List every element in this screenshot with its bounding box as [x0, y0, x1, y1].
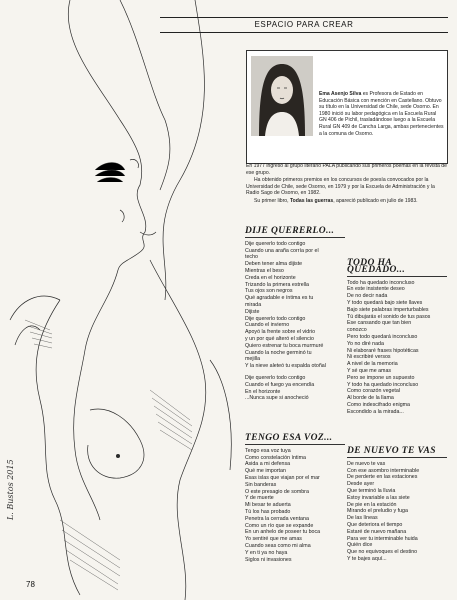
poem-title: DIJE QUERERLO...: [245, 226, 335, 236]
poem-line: Siglos ni invasiones: [245, 556, 292, 563]
poem-line: Y en ti ya no haya: [245, 549, 288, 556]
poem-line: Todo ha quedado inconcluso: [347, 279, 415, 286]
poem-line: Tú los has probado: [245, 508, 291, 515]
author-name: Ema Asenjo Silva: [319, 91, 362, 97]
poem-line: Al borde de la llama: [347, 395, 394, 402]
poem-line: En el horizonte: [245, 388, 281, 395]
poem-line: En un anhelo de poseer tu boca: [245, 529, 321, 536]
poem-de-nuevo-te-vas: [347, 448, 447, 563]
poem-line: Pero todo quedará inconcluso: [347, 333, 418, 340]
poem-line: Cuando seas como mi alma: [245, 542, 311, 549]
poem-line: Deben tener alma dijiste: [245, 261, 303, 268]
poem-line: De nuevo te vas: [347, 460, 386, 467]
poem-line: Y todo quedará bajo siete llaves: [347, 299, 423, 306]
poem-line: Ni elaboraré frases hipotéticas: [347, 347, 419, 354]
poem-line: mirada: [245, 301, 262, 308]
poem-line: Esas islas que viajan por el mar: [245, 474, 320, 481]
poem-line: O este presagio de sombra: [245, 488, 309, 495]
bio-intro-text: es Profesora de Estado en Educación Básica con mención en Castellano. Obtuvo su título en la Universidad de Chile, sede Osorno. En 1980 inició su labor pedagógica en la Escuela Rural GN 406 de Pichil, trasladándose luego a la Escuela Rural GN 409 de Cancha Larga, ambas pertenecientes a la comuna de Osorno.: [319, 91, 444, 137]
poem-line: Estoy invariable a las siete: [347, 494, 410, 501]
poem-body: [347, 461, 447, 563]
poem-line: Apoyó la frente sobre el vidrio: [245, 329, 316, 336]
poem-title: TODO HA QUEDADO...: [347, 258, 406, 275]
bio-intro: [319, 91, 445, 137]
poem-line: Con ese asombro interminable: [347, 467, 420, 474]
poem-line: Que no equivoques el destino: [347, 549, 418, 556]
poem-line: De no decir nada: [347, 293, 388, 300]
poem-line: mejilla: [245, 356, 261, 363]
poem-line: Asida a mi defensa: [245, 461, 291, 468]
poem-line: Y de muerte: [245, 495, 274, 502]
poem-line: Y sé que me amas: [347, 367, 392, 374]
title-divider: [347, 276, 447, 277]
poem-body: [245, 241, 345, 402]
poem-body: [347, 280, 447, 416]
section-header: [160, 17, 448, 33]
poem-line: Como constelación íntima: [245, 454, 306, 461]
book-title: Todas las guerras: [289, 197, 334, 204]
poem-line: De pie en la estación: [347, 501, 397, 508]
poem-line: Dije quererlo todo contigo: [245, 374, 306, 381]
bio-paragraph: Ha obtenido primeros premios en los concursos de poesía convocados por la Universidad de Chile, sede Osorno, en 1979 y por la Escuela de Administración y la Radio Sago de Osorno, en 1982.: [246, 177, 435, 197]
poem-line: Ni escribiré versos: [347, 354, 391, 361]
poem-line: En este insistente deseo: [347, 286, 405, 293]
poem-tengo-esa-voz: [245, 435, 345, 563]
artist-signature: L. Bustos 2015: [6, 459, 15, 520]
bio-continued: [246, 163, 448, 206]
poem-line: A nivel de la memoria: [347, 361, 398, 368]
poem-line: Dijiste: [245, 308, 260, 315]
poem-line: Penetra la cerrada ventana: [245, 515, 309, 522]
section-title: ESPACIO PARA CREAR: [254, 20, 354, 29]
poem-line: Dije quererlo todo contigo: [245, 240, 306, 247]
poem-dije-quererlo: [245, 228, 345, 402]
poem-line: Mi besar te aduerta: [245, 502, 291, 509]
poem-line: Yo no diré nada: [347, 340, 384, 347]
poem-line: Dije quererlo todo contigo: [245, 315, 306, 322]
title-divider: [347, 457, 447, 458]
poem-line: Pero se impone un supuesto: [347, 374, 415, 381]
poem-line: Desde ayer: [347, 481, 375, 488]
poem-line: Creda en el horizonte: [245, 274, 296, 281]
title-divider: [245, 444, 345, 445]
poem-line: Escondido a la mirada...: [347, 408, 404, 415]
poem-line: Y todo ha quedado inconcluso: [347, 381, 419, 388]
poem-title: TENGO ESA VOZ...: [245, 433, 333, 443]
author-bio-box: [246, 50, 448, 164]
poem-line: conozco: [347, 327, 367, 334]
poem-line: De perderte en las estaciones: [347, 474, 418, 481]
poem-line: Que deteriora el tiempo: [347, 521, 403, 528]
poem-line: Quién dice: [347, 542, 373, 549]
poem-line: Estaré de nuevo mañana: [347, 528, 407, 535]
poem-line: y un por qué alteró el silencio: [245, 335, 314, 342]
poem-line: Cuando una araña corría por el: [245, 247, 319, 254]
poem-line: Tus ojos son negros: [245, 288, 293, 295]
poem-line: Como un río que se expande: [245, 522, 314, 529]
poem-line: Qué me importan: [245, 468, 286, 475]
poem-line: Como indescifrado enigma: [347, 401, 411, 408]
page-number: 78: [26, 580, 35, 589]
poem-line: Como corazón vegetal: [347, 388, 400, 395]
poem-line: Tú dibujarás el sonido de tus pasos: [347, 313, 431, 320]
poem-line: Tengo esa voz tuya: [245, 447, 291, 454]
poem-line: Cuando la noche germinó tu: [245, 349, 312, 356]
poem-line: Bajo siete palabras imperturbables: [347, 306, 429, 313]
poem-line: Mirando el preludio y fuga: [347, 508, 408, 515]
poem-line: Ese cansando que tan bien: [347, 320, 412, 327]
poem-line: De las líneas: [347, 515, 378, 522]
poem-line: Sin banderas: [245, 481, 277, 488]
poem-todo-ha-quedado: [347, 260, 447, 416]
poem-line: Cuando el fuego ya encendía: [245, 381, 315, 388]
poem-line: Qué agradable e íntima es tu: [245, 295, 314, 302]
poem-line: Y la nieve aleteó tu espalda otoñal: [245, 363, 326, 370]
bio-paragraph: En 1977 ingresó al grupo literario PALA publicando sus primeros poemas en la revista de ese grupo.: [246, 163, 447, 176]
poem-line: Quiero estrenar tu boca murmuré: [245, 342, 324, 349]
title-divider: [245, 237, 345, 238]
poem-body: [245, 448, 345, 564]
poem-line: Mientras el beso: [245, 267, 284, 274]
poem-line: Trizando la primera estrella: [245, 281, 309, 288]
author-photo: [251, 56, 313, 136]
poem-line: Yo sentiré que me amas: [245, 536, 302, 543]
poem-title: DE NUEVO TE VAS: [347, 446, 436, 456]
poem-line: ...Nunca supe si anocheció: [245, 395, 309, 402]
poem-line: Y te bajes aquí...: [347, 555, 387, 562]
poem-line: techo: [245, 254, 258, 261]
poem-line: Cuando el invierno: [245, 322, 290, 329]
poem-line: Para ver tu interminable huida: [347, 535, 418, 542]
poem-line: Que terminó la lluvia: [347, 487, 396, 494]
bio-paragraph: Su primer libro, Todas las guerras, apareció publicado en julio de 1983.: [254, 197, 418, 204]
